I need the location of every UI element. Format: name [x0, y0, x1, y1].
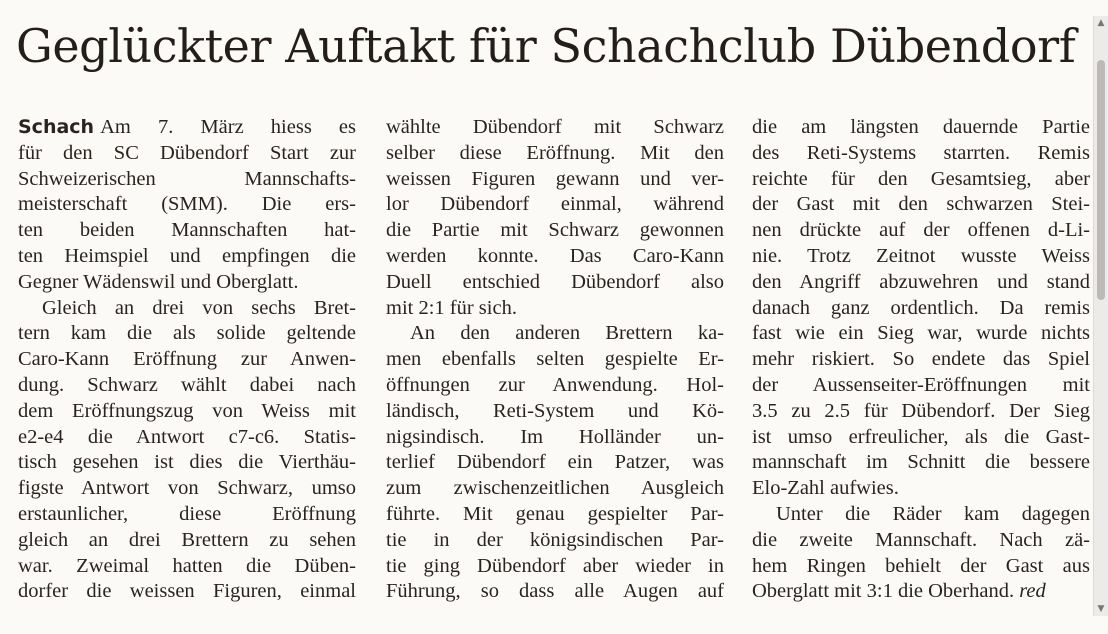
article-line-text: für den SC Dübendorf Start zur	[18, 141, 356, 164]
article-line-text: der Aussenseiter-Eröffnungen mit	[752, 373, 1090, 396]
article-line	[752, 476, 1090, 502]
article-line	[386, 579, 724, 605]
article-column-3	[752, 115, 1090, 605]
article-line	[18, 399, 356, 425]
article-line	[18, 270, 356, 296]
article-line	[386, 347, 724, 373]
article-line	[18, 141, 356, 167]
article-line	[18, 192, 356, 218]
article-line	[752, 528, 1090, 554]
article-line	[18, 528, 356, 554]
article-line	[752, 502, 1090, 528]
article-line	[386, 296, 724, 322]
article-line	[18, 347, 356, 373]
article-line	[18, 554, 356, 580]
article-line-text: Gleich an drei von sechs Bret-	[42, 296, 356, 319]
article-line-text: tisch gesehen ist dies die Vierthäu-	[18, 451, 356, 474]
article-line-text: die am längsten dauernde Partie	[752, 116, 1090, 138]
article-line	[752, 270, 1090, 296]
article-line	[752, 296, 1090, 322]
article-line	[386, 554, 724, 580]
article-line-text: mannschaft im Schnitt die bessere	[752, 451, 1090, 474]
article-line-text: dung. Schwarz wählt dabei nach	[18, 373, 356, 396]
article-line-text: Duell entschied Dübendorf also	[386, 270, 724, 293]
article-line-text: mit 2:1 für sich.	[386, 296, 517, 319]
article-line	[18, 167, 356, 193]
article-line-text: terlief Dübendorf ein Patzer, was	[386, 451, 724, 474]
article-line	[386, 115, 724, 141]
article-line-text: An den anderen Brettern ka-	[410, 322, 724, 345]
article-line-text: öffnungen zur Anwendung. Hol-	[386, 373, 724, 396]
article-line	[386, 218, 724, 244]
article-line-text: tern kam die als solide geltende	[18, 322, 356, 345]
article-kicker: Schach	[18, 116, 95, 138]
article-line	[386, 399, 724, 425]
article-line-text: selber diese Eröffnung. Mit den	[386, 141, 724, 164]
article-line-text: die Partie mit Schwarz gewonnen	[386, 219, 724, 242]
article-column-1	[18, 115, 356, 605]
author-signature: red	[1019, 580, 1046, 603]
article-line-text: gleich an drei Brettern zu sehen	[18, 528, 356, 551]
article-line	[752, 579, 1090, 605]
article-column-2	[386, 115, 724, 605]
article-line-text: weissen Figuren gewann und ver-	[386, 167, 724, 190]
article-line-text: Am 7. März hiess es	[100, 116, 356, 138]
article-line	[386, 321, 724, 347]
article-line	[18, 425, 356, 451]
article-line	[18, 218, 356, 244]
article-line-text: 3.5 zu 2.5 für Dübendorf. Der Sieg	[752, 399, 1090, 422]
article-headline: Geglückter Auftakt für Schachclub Dübendorf	[16, 19, 1076, 73]
article-line	[18, 296, 356, 322]
article-line-text: des Reti-Systems starrten. Remis	[752, 141, 1090, 164]
article-line-text: ist umso erfreulicher, als die Gast-	[752, 425, 1090, 448]
article-line-text: Oberglatt mit 3:1 die Oberhand.	[752, 580, 1015, 603]
article-line	[752, 244, 1090, 270]
article-line-text: ten Heimspiel und empfingen die	[18, 244, 356, 267]
article-line	[752, 554, 1090, 580]
article-line	[752, 141, 1090, 167]
article-line-text: den Angriff abzuwehren und stand	[752, 270, 1090, 293]
article-line	[752, 167, 1090, 193]
scroll-thumb[interactable]	[1097, 60, 1105, 300]
article-line	[752, 399, 1090, 425]
article-line-text: lor Dübendorf einmal, während	[386, 193, 724, 216]
article-line	[18, 450, 356, 476]
article-line-text: der Gast mit den schwarzen Stei-	[752, 193, 1090, 216]
article-line-text: erstaunlicher, diese Eröffnung	[18, 502, 356, 525]
article-line	[752, 373, 1090, 399]
article-line-text: mehr riskiert. So endete das Spiel	[752, 348, 1090, 371]
article-line-text: führte. Mit genau gespielter Par-	[386, 502, 724, 525]
article-line	[752, 218, 1090, 244]
article-line	[752, 347, 1090, 373]
article-line-text: hem Ringen behielt der Gast aus	[752, 554, 1090, 577]
article-line	[18, 579, 356, 605]
article-line-text: Führung, so dass alle Augen auf	[386, 580, 724, 603]
article-line-text: ten beiden Mannschaften hat-	[18, 219, 356, 242]
vertical-scrollbar[interactable]	[1093, 16, 1108, 616]
article-line-text: meisterschaft (SMM). Die ers-	[18, 193, 356, 216]
article-line-text: danach ganz ordentlich. Da remis	[752, 296, 1090, 319]
article-line	[752, 450, 1090, 476]
article-line	[386, 192, 724, 218]
article-line	[386, 528, 724, 554]
article-line	[386, 373, 724, 399]
article-line	[386, 476, 724, 502]
article-line	[18, 244, 356, 270]
article-line-text: dorfer die weissen Figuren, einmal	[18, 580, 356, 603]
article-line-text: nen drückte auf der offenen d-Li-	[752, 219, 1090, 242]
article-line-text: ländisch, Reti-System und Kö-	[386, 399, 724, 422]
article-line	[18, 321, 356, 347]
scroll-down-arrow-icon[interactable]: ▼	[1097, 604, 1105, 614]
article-line	[752, 425, 1090, 451]
article-line-text: tie in der königsindischen Par-	[386, 528, 724, 551]
article-line	[752, 321, 1090, 347]
article-line	[386, 450, 724, 476]
article-line	[18, 476, 356, 502]
article-line-text: Elo-Zahl aufwies.	[752, 477, 899, 500]
article-line-text: Caro-Kann Eröffnung zur Anwen-	[18, 348, 356, 371]
article-line	[386, 502, 724, 528]
article-line-text: Schweizerischen Mannschafts-	[18, 167, 356, 190]
article-line-text: die zweite Mannschaft. Nach zä-	[752, 528, 1090, 551]
article-line-text: men ebenfalls selten gespielte Er-	[386, 348, 724, 371]
article-line-text: wählte Dübendorf mit Schwarz	[386, 116, 724, 138]
article-line-text: zum zwischenzeitlichen Ausgleich	[386, 477, 724, 500]
article-line-text: reichte für den Gesamtsieg, aber	[752, 167, 1090, 190]
article-line-text: nigsindisch. Im Holländer un-	[386, 425, 724, 448]
article-line-text: werden konnte. Das Caro-Kann	[386, 244, 724, 267]
article-line	[752, 115, 1090, 141]
article-line-text: nie. Trotz Zeitnot wusste Weiss	[752, 244, 1090, 267]
article-line-text: e2-e4 die Antwort c7-c6. Statis-	[18, 425, 356, 448]
article-line	[386, 425, 724, 451]
article-line	[386, 167, 724, 193]
scroll-up-arrow-icon[interactable]: ▲	[1097, 18, 1105, 28]
article-line-text: Gegner Wädenswil und Oberglatt.	[18, 270, 299, 293]
article-line-text: figste Antwort von Schwarz, umso	[18, 477, 356, 500]
article-line	[18, 115, 356, 141]
article-line-text: Unter die Räder kam dagegen	[776, 502, 1090, 525]
article-line	[386, 244, 724, 270]
article-line	[18, 502, 356, 528]
article-line-text: war. Zweimal hatten die Düben-	[18, 554, 356, 577]
article-line	[752, 192, 1090, 218]
article-line-text: dem Eröffnungszug von Weiss mit	[18, 399, 356, 422]
article-line-text: fast wie ein Sieg war, wurde nichts	[752, 322, 1090, 345]
article-line	[386, 141, 724, 167]
article-line	[386, 270, 724, 296]
article-line-text: tie ging Dübendorf aber wieder in	[386, 554, 724, 577]
article-line	[18, 373, 356, 399]
